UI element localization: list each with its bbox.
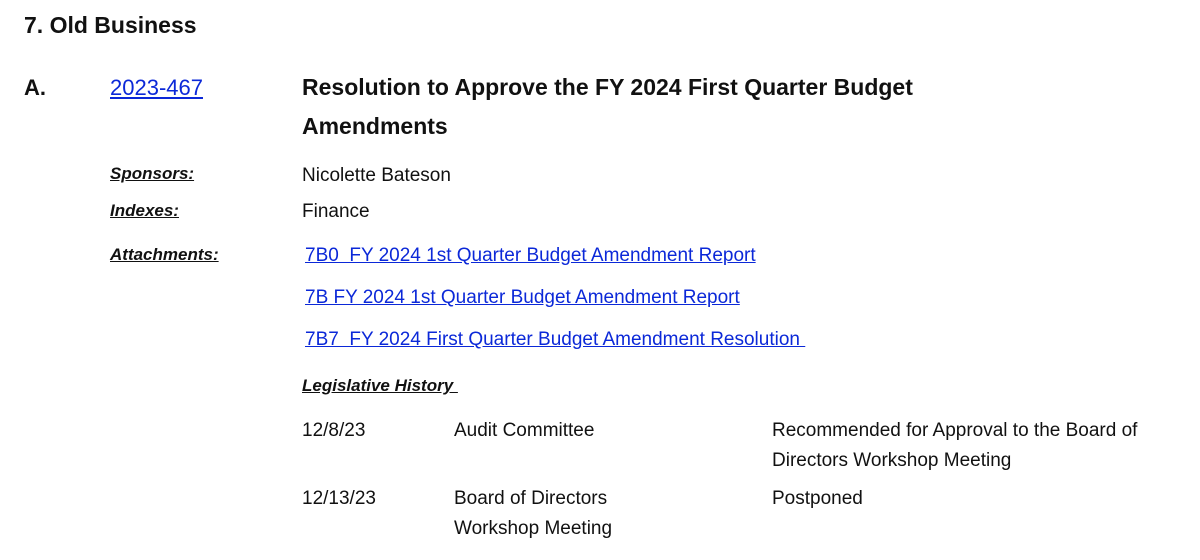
- item-title-line: Resolution to Approve the FY 2024 First Quarter Budget: [302, 74, 913, 100]
- item-title: [302, 70, 1042, 143]
- attachments-label: Attachments:: [110, 245, 219, 264]
- item-title-line: Amendments: [302, 113, 448, 139]
- attachment-link-7b[interactable]: 7B FY 2024 1st Quarter Budget Amendment Report: [305, 287, 740, 308]
- sponsors-label: Sponsors:: [110, 164, 195, 183]
- indexes-value: Finance: [302, 201, 370, 222]
- file-number-link[interactable]: 2023-467: [110, 75, 203, 100]
- sponsors-value: Nicolette Bateson: [302, 165, 451, 186]
- section-heading: 7. Old Business: [24, 12, 197, 38]
- item-letter: A.: [24, 75, 46, 100]
- attachment-link-7b0[interactable]: 7B0 FY 2024 1st Quarter Budget Amendment Report: [305, 245, 756, 266]
- legislative-history-heading: Legislative History: [302, 376, 458, 395]
- history-acting-body: Audit Committee: [454, 420, 595, 441]
- history-date: 12/8/23: [302, 420, 366, 441]
- history-action: Recommended for Approval to the Board of Directors Workshop Meeting: [772, 420, 1138, 471]
- indexes-label: Indexes:: [110, 201, 179, 220]
- history-date: 12/13/23: [302, 488, 376, 509]
- attachment-link-7b7[interactable]: 7B7 FY 2024 First Quarter Budget Amendment Resolution: [305, 329, 806, 350]
- history-acting-body: Board of Directors Workshop Meeting: [454, 488, 613, 539]
- history-action: Postponed: [772, 488, 863, 509]
